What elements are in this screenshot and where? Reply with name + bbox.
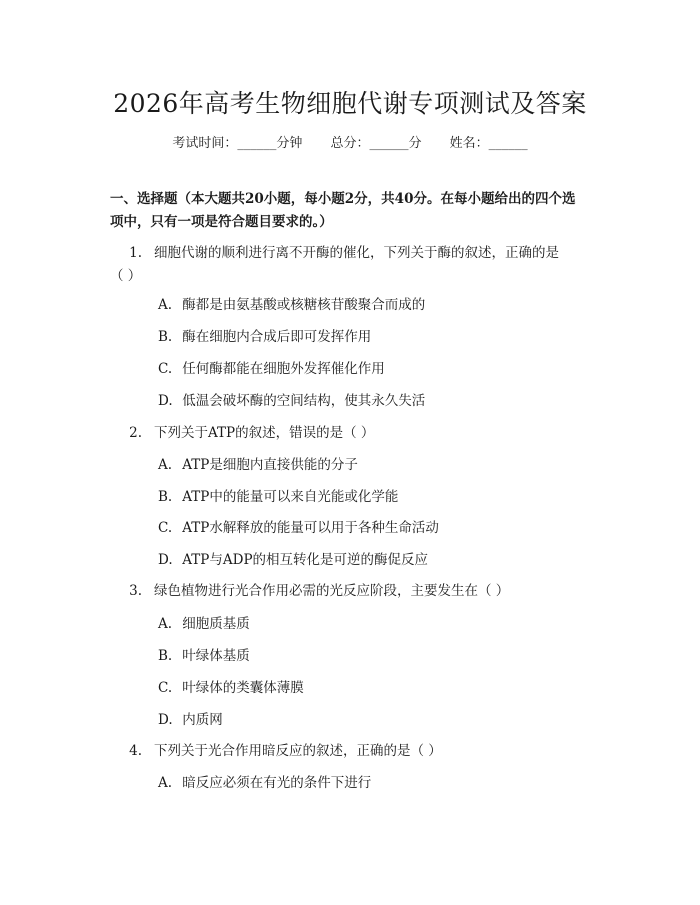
page-title: 2026年高考生物细胞代谢专项测试及答案 xyxy=(113,89,587,118)
section-heading-line1: 一、选择题（本大题共20小题，每小题2分，共40分。在每小题给出的四个选 xyxy=(110,191,576,207)
option-3c: C. 叶绿体的类囊体薄膜 xyxy=(158,680,304,696)
question-1 xyxy=(110,242,600,288)
option-2a: A. ATP是细胞内直接供能的分子 xyxy=(158,457,358,473)
question-stem-cont: （ ） xyxy=(110,268,142,284)
option-1a: A. 酶都是由氨基酸或核糖核苷酸聚合而成的 xyxy=(158,297,426,313)
option-1c: C. 任何酶都能在细胞外发挥催化作用 xyxy=(158,361,385,377)
section-heading xyxy=(110,188,600,234)
question-number: 1. xyxy=(129,245,142,261)
option-3b: B. 叶绿体基质 xyxy=(158,648,250,664)
option-2c: C. ATP水解释放的能量可以用于各种生命活动 xyxy=(158,520,439,536)
question-stem: 下列关于ATP的叙述，错误的是（ ） xyxy=(154,425,375,441)
option-3a: A. 细胞质基质 xyxy=(158,616,250,632)
exam-meta xyxy=(0,132,700,151)
option-2d: D. ATP与ADP的相互转化是可逆的酶促反应 xyxy=(158,552,429,568)
option-4a: A. 暗反应必须在有光的条件下进行 xyxy=(158,775,372,791)
option-3d: D. 内质网 xyxy=(158,712,223,728)
option-1b: B. 酶在细胞内合成后即可发挥作用 xyxy=(158,329,372,345)
section-heading-line2: 项中，只有一项是符合题目要求的。） xyxy=(110,214,333,230)
question-stem: 细胞代谢的顺利进行离不开酶的催化，下列关于酶的叙述，正确的是 xyxy=(154,245,559,261)
question-number: 3. xyxy=(129,583,142,599)
question-2 xyxy=(110,422,600,445)
exam-name: 姓名：______ xyxy=(449,136,528,151)
question-stem: 下列关于光合作用暗反应的叙述，正确的是（ ） xyxy=(154,743,442,759)
question-4 xyxy=(110,740,600,763)
question-number: 4. xyxy=(129,743,142,759)
question-stem: 绿色植物进行光合作用必需的光反应阶段，主要发生在（ ） xyxy=(154,583,510,599)
question-number: 2. xyxy=(129,425,142,441)
option-1d: D. 低温会破坏酶的空间结构，使其永久失活 xyxy=(158,393,426,409)
exam-time: 考试时间：______分钟 xyxy=(172,136,303,151)
question-3 xyxy=(110,580,600,603)
option-2b: B. ATP中的能量可以来自光能或化学能 xyxy=(158,489,399,505)
exam-score: 总分：______分 xyxy=(330,136,422,151)
